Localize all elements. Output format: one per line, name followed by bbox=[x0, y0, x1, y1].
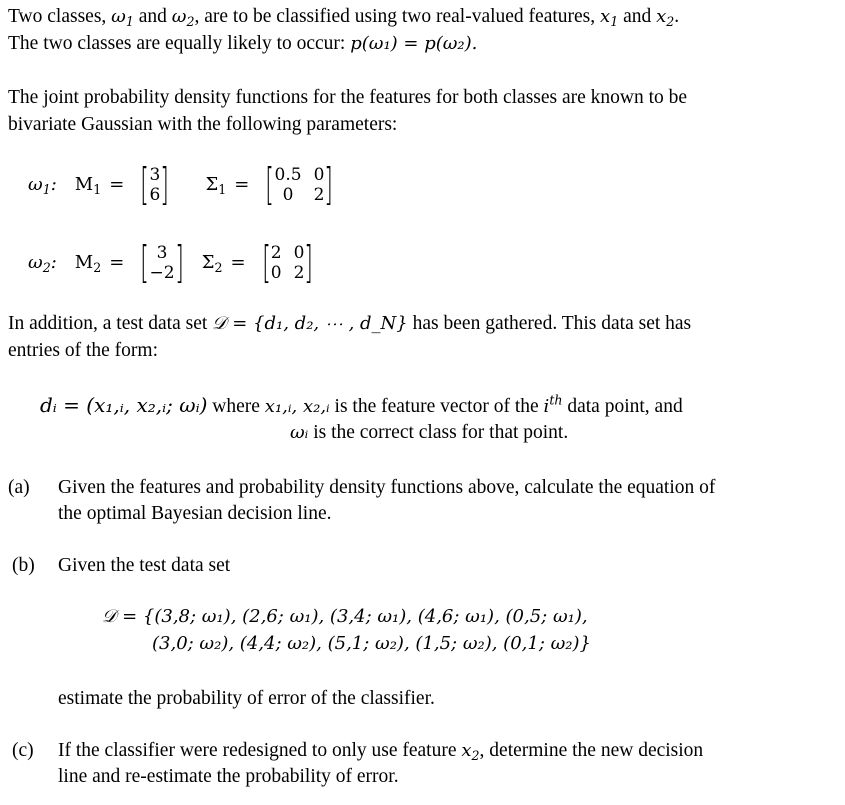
intro-text-2: The two classes are equally likely to occur: bbox=[8, 33, 351, 54]
part-b-data-line-1: 𝒟 = {(3,8; ω₁), (2,6; ω₁), (3,4; ω₁), (4,6; ω₁), (0,5; ω₁), bbox=[102, 606, 588, 627]
part-c-letter: (c) bbox=[12, 740, 34, 761]
cov-2-22: 2 bbox=[293, 263, 305, 283]
test-set-text: In addition, a test data set bbox=[8, 313, 213, 334]
entry-where: where bbox=[207, 396, 265, 417]
cov-matrix-1: [ 0.5 0 0 2 ] bbox=[265, 159, 334, 210]
feature-vector-symbol: x₁,ᵢ, x₂,ᵢ bbox=[264, 396, 330, 417]
part-b-letter: (b) bbox=[12, 555, 35, 576]
part-a-letter: (a) bbox=[8, 477, 30, 498]
part-b-line-2: estimate the probability of error of the classifier. bbox=[58, 688, 435, 709]
cov-2-12: 0 bbox=[293, 243, 305, 263]
dataset-definition: 𝒟 = {d₁, d₂, ⋯ , d_N} bbox=[212, 313, 408, 334]
cov-1-12: 0 bbox=[313, 165, 325, 185]
params-class-1 bbox=[28, 159, 342, 210]
pdf-text-line-1: The joint probability density functions for the features for both classes are known to be bbox=[8, 87, 688, 108]
mean-label-1: $M_1$ bbox=[74, 174, 102, 197]
equals-sign: = bbox=[109, 174, 125, 195]
cov-label-2: $\Sigma_2$ bbox=[201, 252, 223, 275]
cov-1-21: 0 bbox=[282, 185, 294, 205]
entry-form-line-2 bbox=[290, 420, 830, 446]
cov-1-22: 2 bbox=[313, 185, 325, 205]
class-label-1: $\omega_1$: bbox=[28, 174, 57, 197]
cov-2-21: 0 bbox=[270, 263, 282, 283]
entry-form-line-1 bbox=[40, 392, 840, 420]
x1-symbol: $x_1$ bbox=[600, 6, 619, 29]
part-b-data-line-2: (3,0; ω₂), (4,4; ω₂), (5,1; ω₂), (1,5; ω₂), (0,1; ω₂)} bbox=[152, 633, 591, 654]
intro-text-mid: , are to be classified using two real-valued features, bbox=[194, 6, 601, 27]
cov-2-11: 2 bbox=[270, 243, 282, 263]
entry-equation: dᵢ = (x₁,ᵢ, x₂,ᵢ; ωᵢ) bbox=[40, 393, 208, 417]
ith-symbol: $i^{th}$ bbox=[543, 392, 563, 417]
entry-text: is the feature vector of the bbox=[329, 396, 544, 417]
omega-i-symbol: ωᵢ bbox=[290, 422, 309, 443]
pdf-text-line-2: bivariate Gaussian with the following parameters: bbox=[8, 114, 398, 135]
entry-correct-class: is the correct class for that point. bbox=[308, 422, 569, 443]
params-class-2 bbox=[28, 237, 322, 288]
intro-line-1 bbox=[8, 4, 838, 30]
part-a-line-2: the optimal Bayesian decision line. bbox=[58, 503, 332, 524]
equals-sign: = bbox=[230, 252, 246, 273]
cov-label-1: $\Sigma_1$ bbox=[205, 174, 227, 197]
mean-label-2: $M_2$ bbox=[74, 252, 102, 275]
mean-vector-2: [ 3 −2 ] bbox=[140, 237, 184, 288]
equal-prior-equation: p(ω₁) = p(ω₂). bbox=[350, 33, 478, 54]
x2-symbol: $x_2$ bbox=[656, 6, 675, 29]
cov-matrix-2: [ 2 0 0 2 ] bbox=[261, 237, 314, 288]
test-set-line-2: entries of the form: bbox=[8, 340, 158, 361]
intro-line-2 bbox=[8, 31, 838, 57]
entry-text-end: data point, and bbox=[562, 396, 683, 417]
mean-vector-1: [ 3 6 ] bbox=[140, 159, 170, 210]
part-c-line-2: line and re-estimate the probability of error. bbox=[58, 766, 399, 787]
class-label-2: $\omega_2$: bbox=[28, 252, 57, 275]
part-c-text-end: , determine the new decision bbox=[479, 740, 704, 761]
mean-1-x: 3 bbox=[149, 165, 161, 185]
equals-sign: = bbox=[109, 252, 125, 273]
intro-and-2: and bbox=[618, 6, 657, 27]
test-set-text-end: has been gathered. This data set has bbox=[407, 313, 692, 334]
test-set-line-1 bbox=[8, 311, 838, 337]
mean-1-y: 6 bbox=[149, 185, 161, 205]
part-c-text: If the classifier were redesigned to only use feature bbox=[58, 740, 462, 761]
part-c-x2: $x_2$ bbox=[461, 740, 480, 763]
equals-sign: = bbox=[234, 174, 250, 195]
mean-2-y: −2 bbox=[149, 263, 175, 283]
part-c-line-1 bbox=[58, 738, 838, 764]
mean-2-x: 3 bbox=[156, 243, 168, 263]
intro-period: . bbox=[674, 6, 680, 27]
omega-1: $\omega_1$ bbox=[111, 6, 134, 29]
intro-and: and bbox=[133, 6, 172, 27]
intro-text: Two classes, bbox=[8, 6, 112, 27]
omega-2: $\omega_2$ bbox=[171, 6, 195, 29]
cov-1-11: 0.5 bbox=[274, 165, 302, 185]
part-a-line-1: Given the features and probability density functions above, calculate the equation of bbox=[58, 477, 716, 498]
part-b-line-1: Given the test data set bbox=[58, 555, 231, 576]
